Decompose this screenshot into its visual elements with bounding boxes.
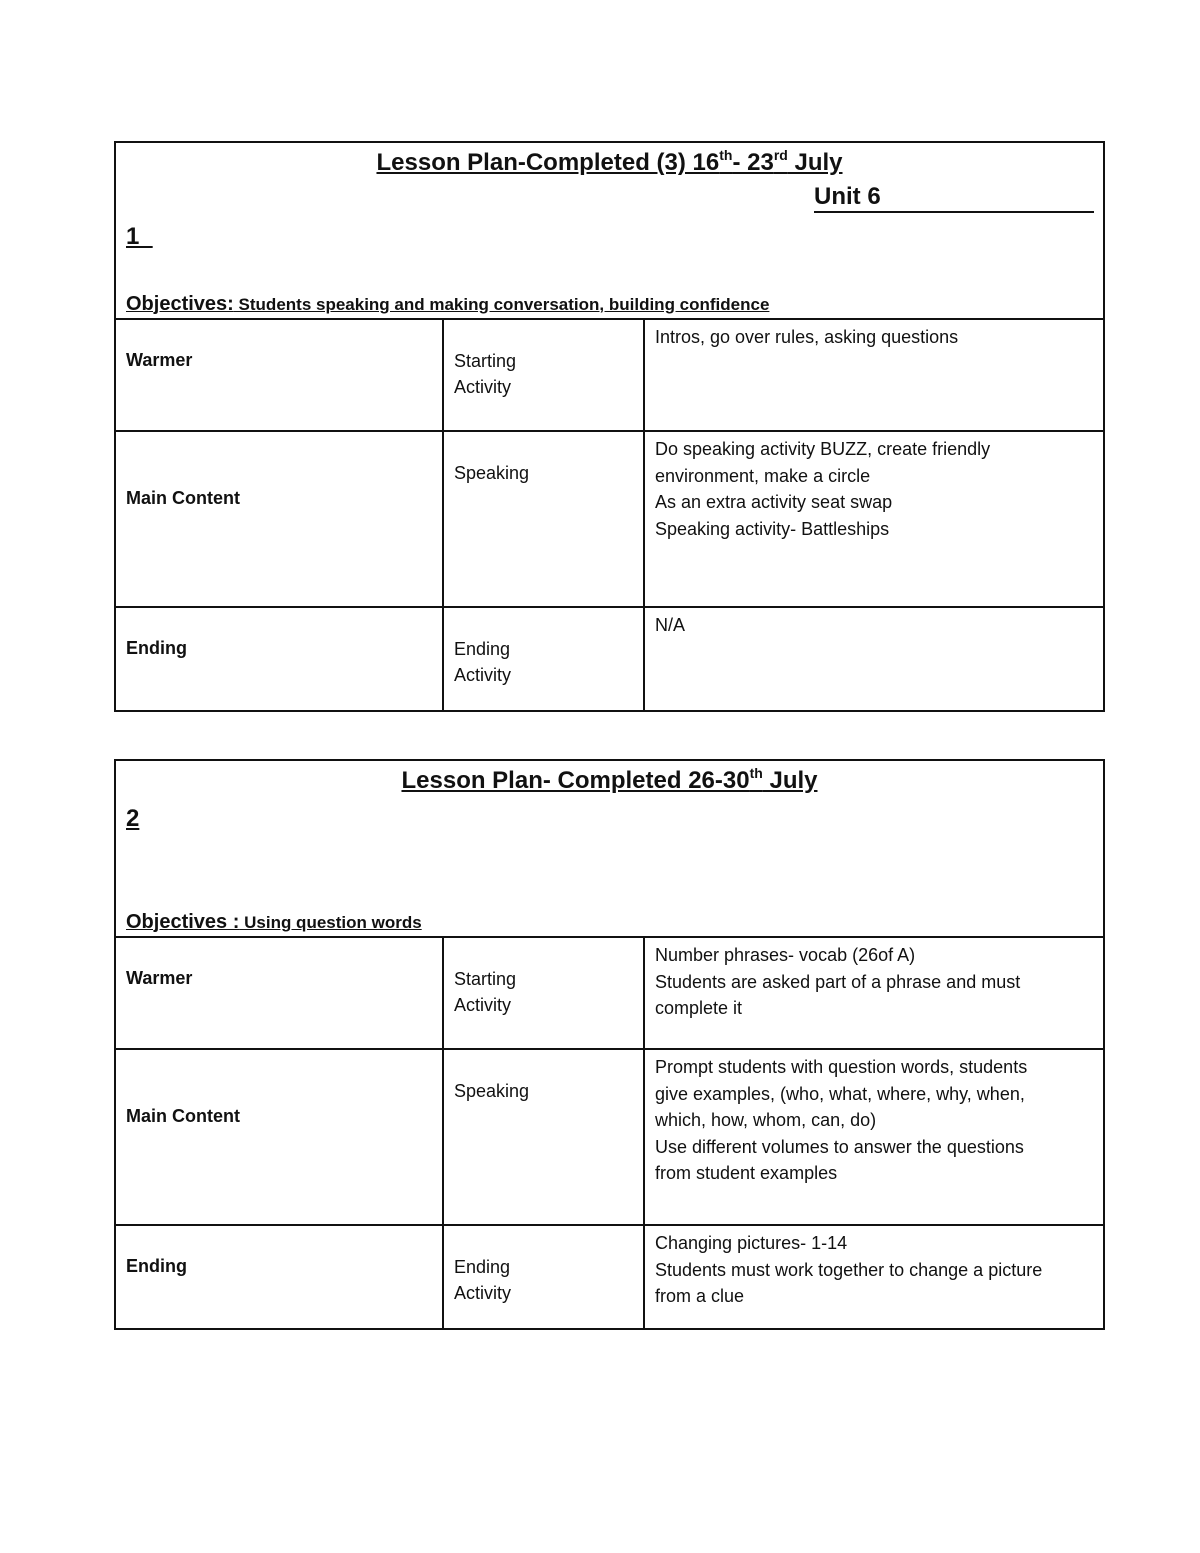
table-row-warmer bbox=[116, 938, 1103, 1048]
plan-header bbox=[116, 761, 1103, 938]
objectives-text: Students speaking and making conversation, building confidence bbox=[233, 295, 770, 314]
activity-details: Do speaking activity BUZZ, create friendly environment, make a circle As an extra activity seat swap Speaking activity- Battleships bbox=[655, 439, 991, 539]
plan-title: Lesson Plan-Completed (3) 16th- 23rd July bbox=[376, 147, 843, 176]
activity-type: Ending Activity bbox=[454, 639, 512, 685]
plan-header bbox=[116, 143, 1103, 320]
row-label: Main Content bbox=[126, 1106, 240, 1126]
unit-label: Unit 6 bbox=[814, 185, 1094, 213]
row-label: Main Content bbox=[126, 488, 240, 508]
table-row-main-content bbox=[116, 1048, 1103, 1224]
objectives-label: Objectives : bbox=[126, 911, 240, 933]
lesson-plan-2 bbox=[114, 759, 1105, 1330]
row-label: Ending bbox=[126, 638, 187, 658]
activity-details: N/A bbox=[655, 615, 686, 635]
activity-details: Intros, go over rules, asking questions bbox=[655, 327, 959, 347]
activity-details: Changing pictures- 1-14 Students must work together to change a picture from a clue bbox=[655, 1233, 1043, 1306]
table-row-warmer bbox=[116, 320, 1103, 430]
activity-type: Speaking bbox=[454, 463, 530, 483]
plan-number: 2 bbox=[126, 805, 140, 832]
objectives-label: Objectives: bbox=[126, 293, 234, 315]
objectives-text: Using question words bbox=[239, 913, 422, 932]
activity-details: Number phrases- vocab (26of A) Students are asked part of a phrase and must complete it bbox=[655, 945, 1021, 1018]
table-row-ending bbox=[116, 606, 1103, 710]
plan-title: Lesson Plan- Completed 26-30th July bbox=[401, 765, 818, 794]
table-row-main-content bbox=[116, 430, 1103, 606]
objectives bbox=[126, 911, 422, 934]
lesson-plan-1 bbox=[114, 141, 1105, 712]
activity-type: Ending Activity bbox=[454, 1257, 512, 1303]
objectives bbox=[126, 293, 769, 316]
activity-type: Speaking bbox=[454, 1081, 530, 1101]
activity-type: Starting Activity bbox=[454, 969, 517, 1015]
row-label: Ending bbox=[126, 1256, 187, 1276]
table-row-ending bbox=[116, 1224, 1103, 1328]
plan-number: 1 bbox=[126, 223, 153, 250]
row-label: Warmer bbox=[126, 350, 193, 370]
activity-details: Prompt students with question words, students give examples, (who, what, where, why, when, which, how, whom, can, do) Use different volumes to answer the questions from student examples bbox=[655, 1057, 1028, 1183]
row-label: Warmer bbox=[126, 968, 193, 988]
activity-type: Starting Activity bbox=[454, 351, 517, 397]
